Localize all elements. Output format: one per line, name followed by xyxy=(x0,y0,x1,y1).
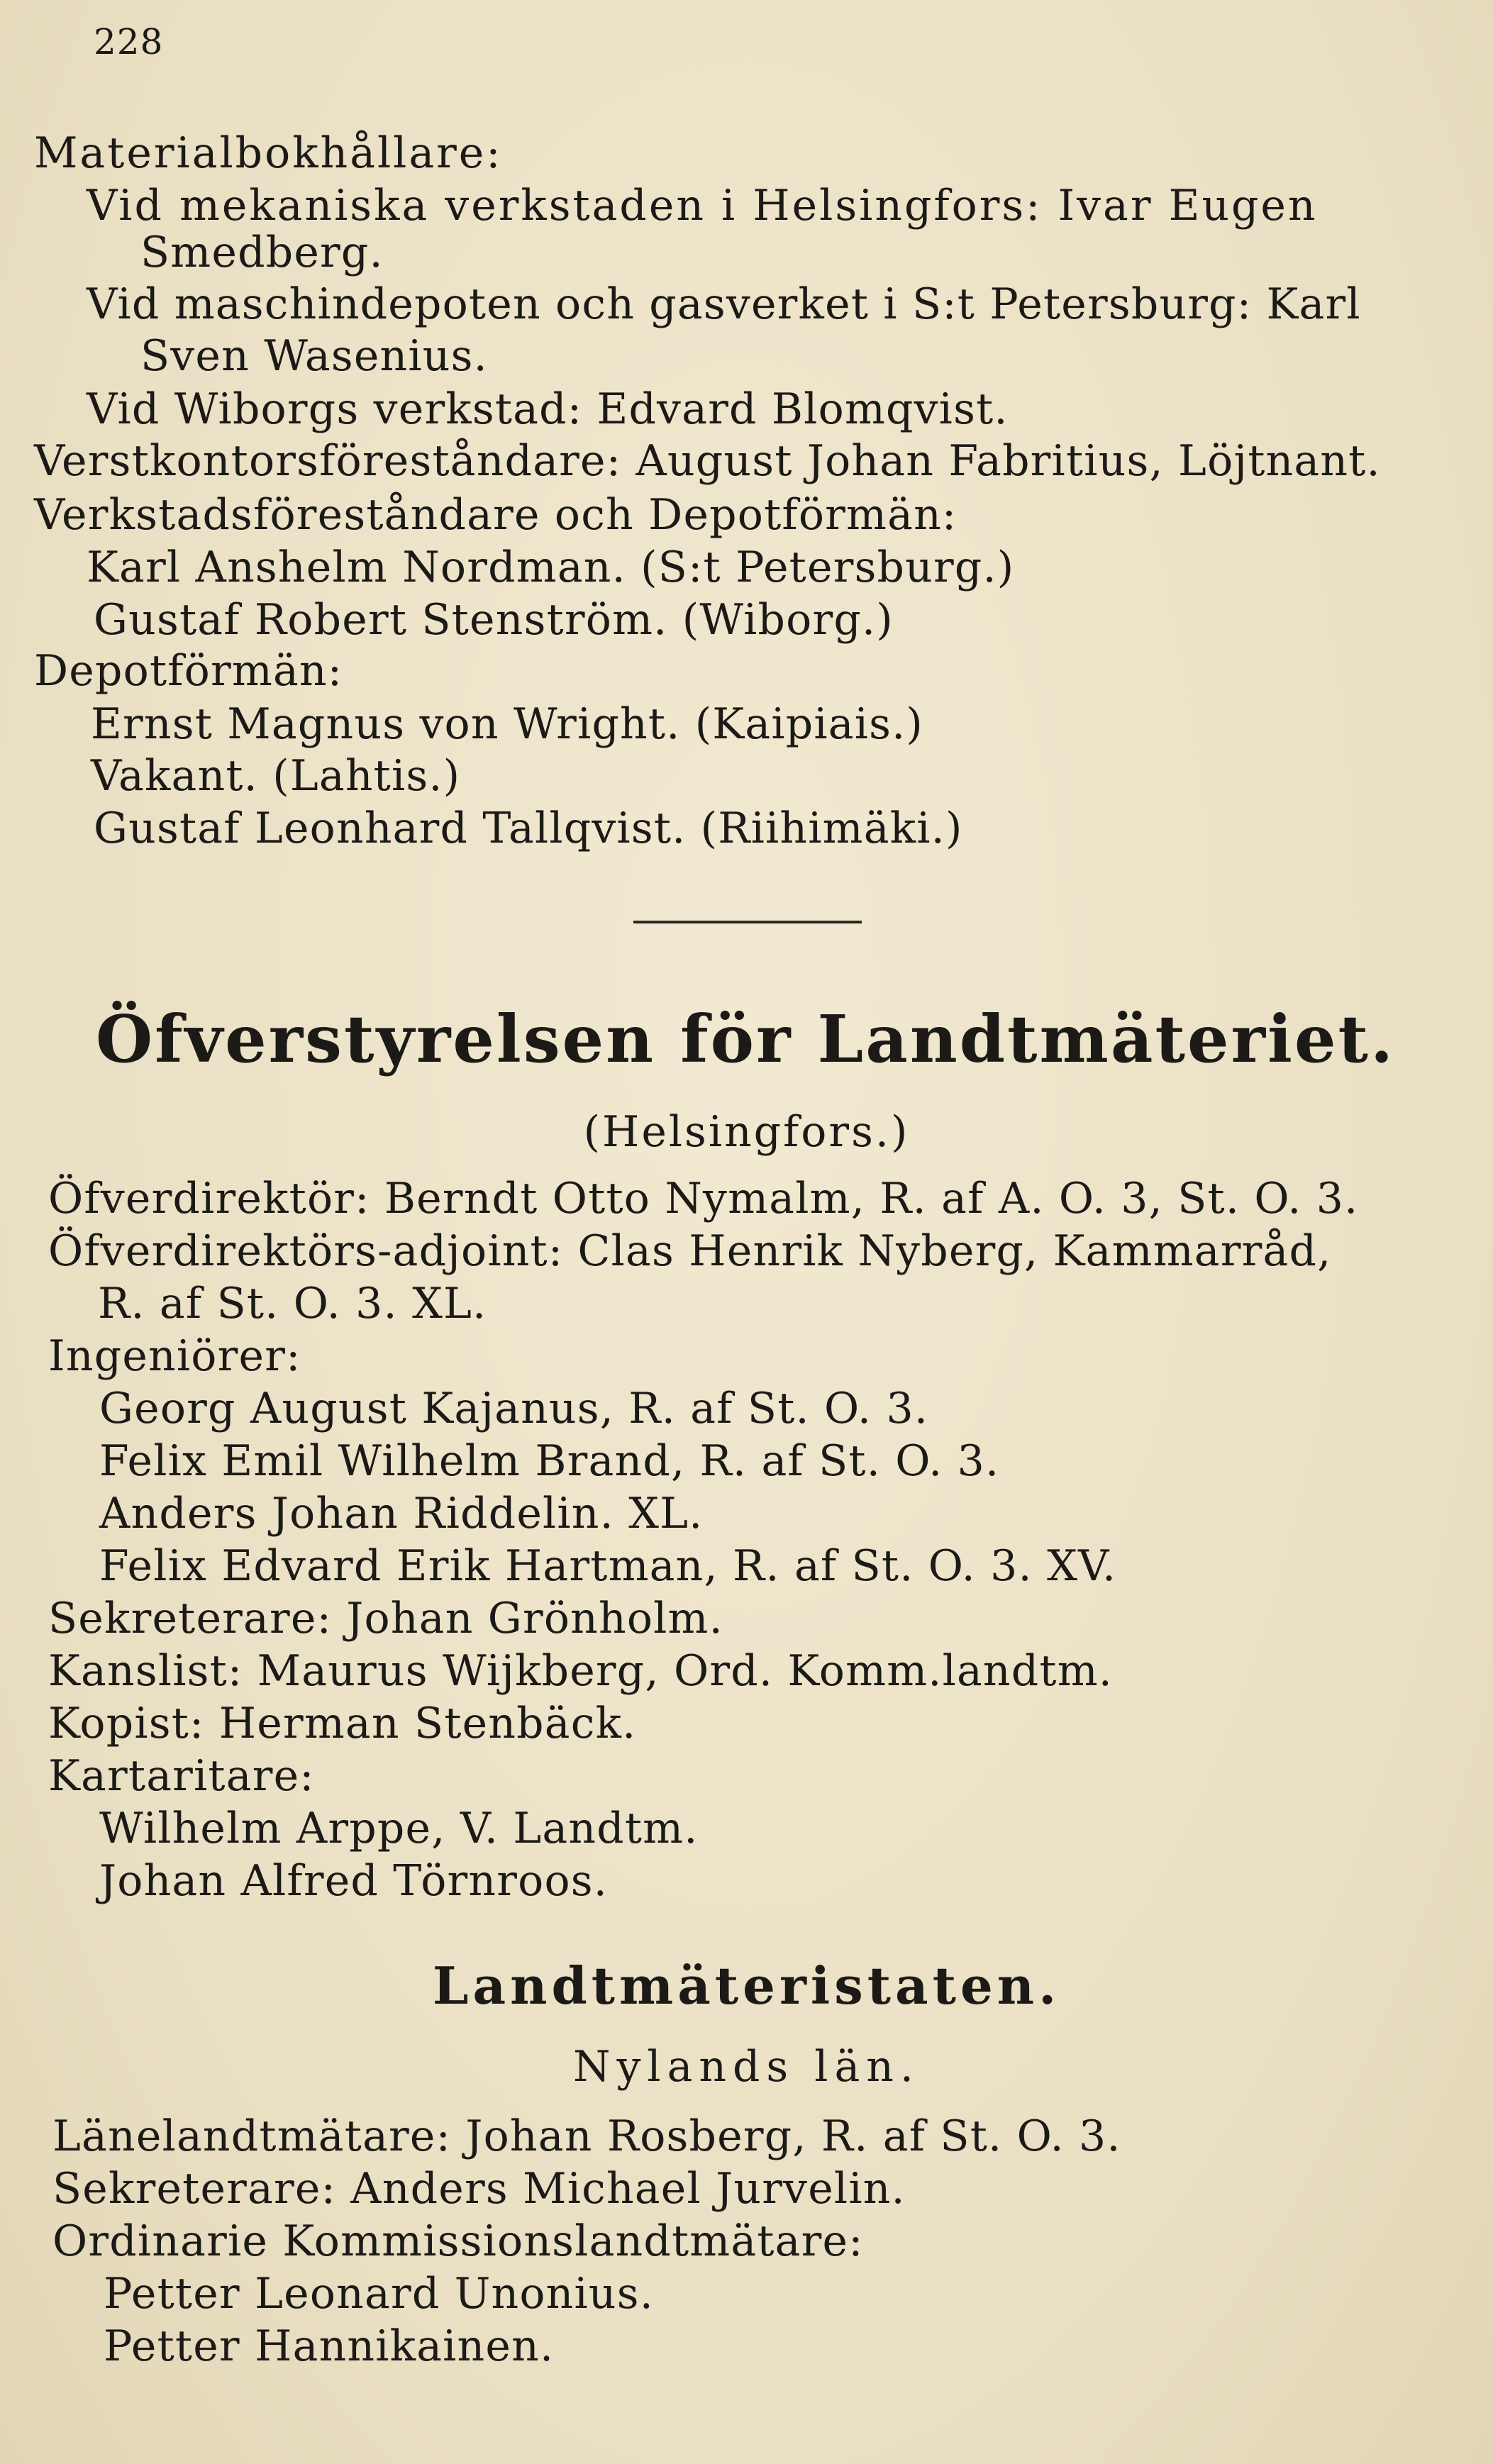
text-line: Materialbokhållare: xyxy=(34,128,503,178)
text-line: Felix Edvard Erik Hartman, R. af St. O. 3. XV. xyxy=(99,1541,1117,1591)
text-line: Kanslist: Maurus Wijkberg, Ord. Komm.landtm. xyxy=(48,1646,1114,1696)
text-line: Kartaritare: xyxy=(48,1751,315,1801)
text-line: Petter Hannikainen. xyxy=(104,2321,555,2371)
text-line: Vid Wiborgs verkstad: Edvard Blomqvist. xyxy=(87,384,1009,434)
text-line: Ernst Magnus von Wright. (Kaipiais.) xyxy=(91,699,923,749)
text-line: Öfverdirektörs-adjoint: Clas Henrik Nyberg, Kammarråd, xyxy=(48,1226,1332,1276)
text-line: Kopist: Herman Stenbäck. xyxy=(48,1699,637,1748)
text-line: Vakant. (Lahtis.) xyxy=(91,751,461,801)
text-line: Gustaf Robert Stenström. (Wiborg.) xyxy=(94,595,894,645)
text-line: Felix Emil Wilhelm Brand, R. af St. O. 3. xyxy=(99,1436,1000,1486)
text-line: R. af St. O. 3. XL. xyxy=(98,1279,487,1328)
text-line: Ordinarie Kommissionslandtmätare: xyxy=(52,2216,864,2266)
text-line: Gustaf Leonhard Tallqvist. (Riihimäki.) xyxy=(94,804,963,853)
section-subheading: Nylands län. xyxy=(573,2042,920,2092)
text-line: Karl Anshelm Nordman. (S:t Petersburg.) xyxy=(87,543,1015,592)
text-line: Petter Leonard Unonius. xyxy=(104,2269,654,2319)
text-line: Ingeniörer: xyxy=(48,1331,301,1381)
section-divider xyxy=(633,921,862,923)
text-line: Vid maschindepoten och gasverket i S:t Petersburg: Karl xyxy=(87,279,1361,329)
text-line: Depotförmän: xyxy=(34,646,343,696)
text-line: Sekreterare: Anders Michael Jurvelin. xyxy=(52,2164,906,2214)
text-line: Länelandtmätare: Johan Rosberg, R. af St. O. 3. xyxy=(52,2111,1121,2161)
text-line: Verstkontorsföreståndare: August Johan Fabritius, Löjtnant. xyxy=(34,436,1381,486)
text-line: Verkstadsföreståndare och Depotförmän: xyxy=(34,490,958,540)
text-line: Smedberg. xyxy=(140,228,384,277)
text-line: Georg August Kajanus, R. af St. O. 3. xyxy=(99,1384,929,1433)
text-line: Vid mekaniska verkstaden i Helsingfors: Ivar Eugen xyxy=(87,181,1318,231)
text-line: Öfverdirektör: Berndt Otto Nymalm, R. af A. O. 3, St. O. 3. xyxy=(48,1174,1359,1223)
text-line: Sven Wasenius. xyxy=(140,331,488,381)
section-heading: Öfverstyrelsen för Landtmäteriet. xyxy=(95,1001,1396,1077)
text-line: Anders Johan Riddelin. XL. xyxy=(99,1489,704,1538)
section-heading: Landtmäteristaten. xyxy=(432,1955,1061,2016)
section-location: (Helsingfors.) xyxy=(583,1107,910,1157)
text-line: Sekreterare: Johan Grönholm. xyxy=(48,1594,723,1643)
text-line: Wilhelm Arppe, V. Landtm. xyxy=(99,1804,699,1853)
text-line: Johan Alfred Törnroos. xyxy=(99,1856,609,1906)
page-number: 228 xyxy=(94,21,164,62)
